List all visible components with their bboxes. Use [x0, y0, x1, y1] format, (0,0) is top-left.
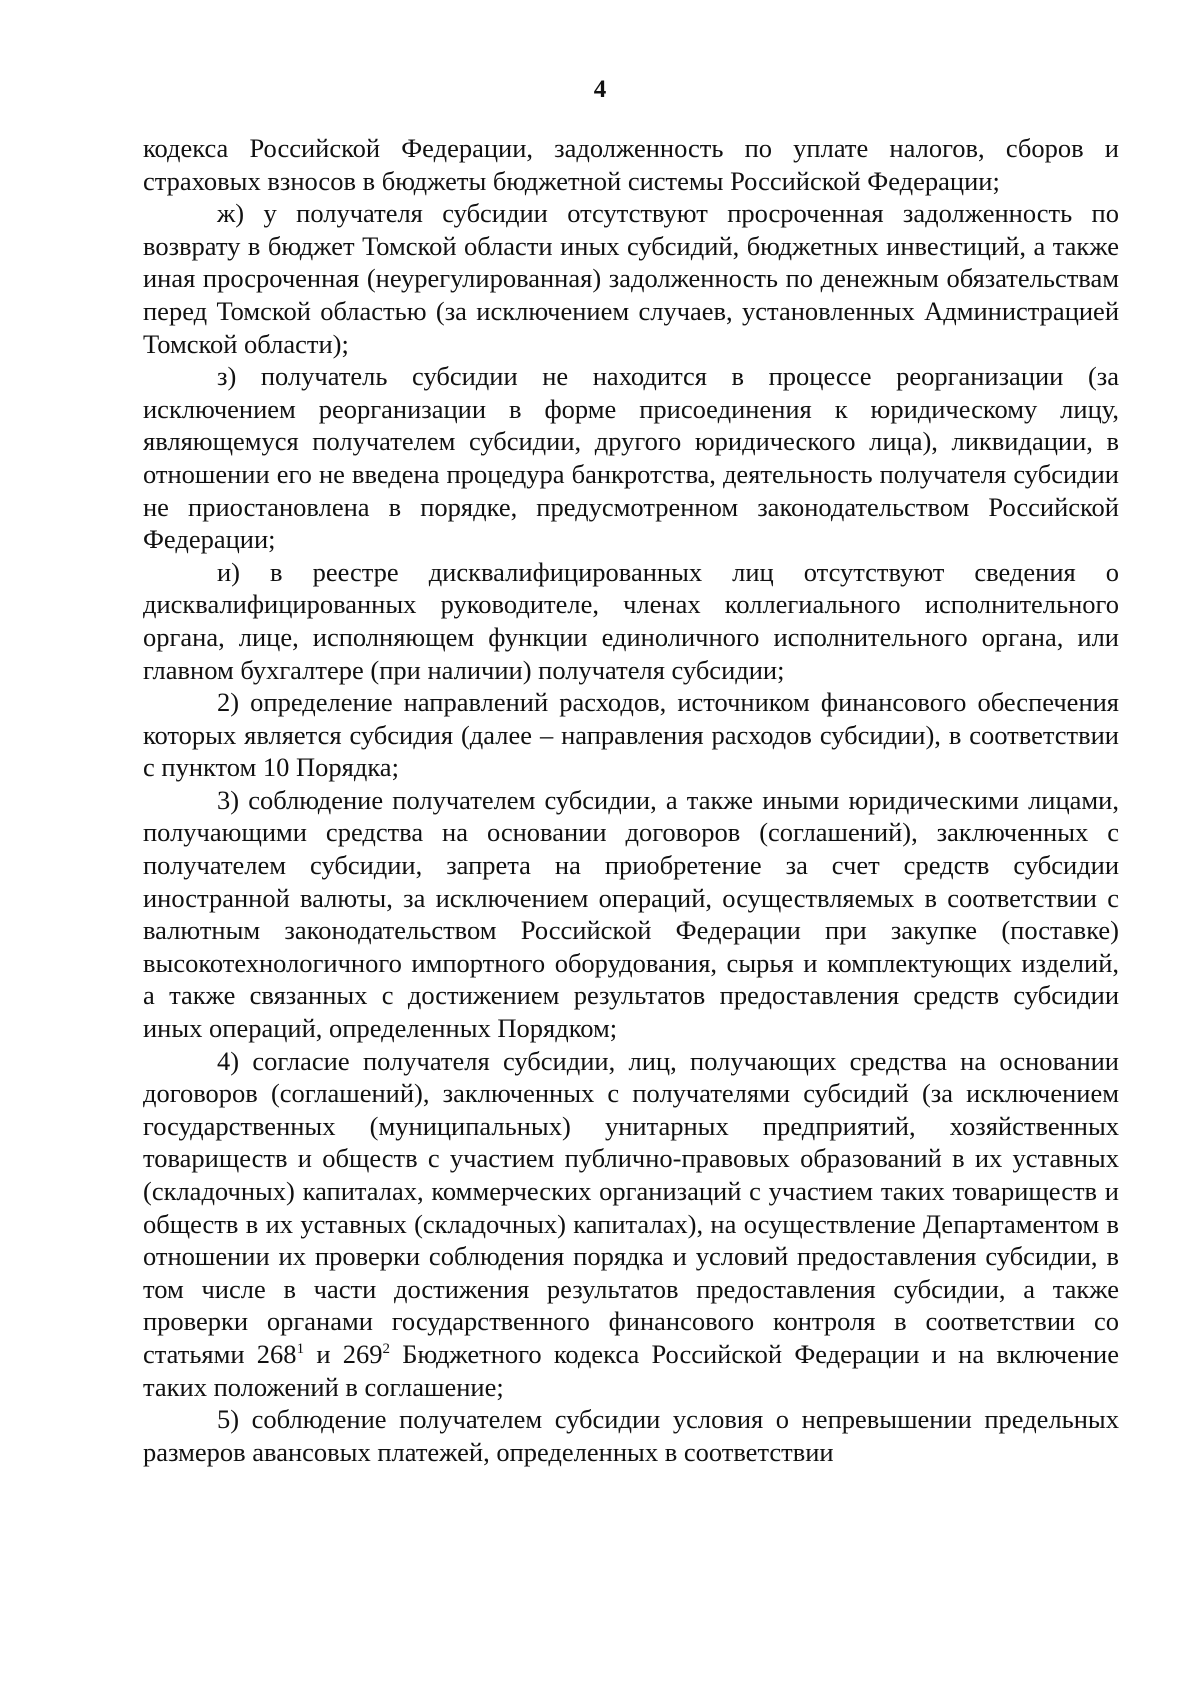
paragraph-continuation: кодекса Российской Федерации, задолженность по уплате налогов, сборов и страховых взносов в бюджеты бюджетной системы Российской Федерации;: [143, 133, 1119, 196]
document-body: [143, 132, 1119, 1468]
paragraph-item-z: з) получатель субсидии не находится в процессе реорганизации (за исключением реорганизации в форме присоединения к юридическому лицу, являющемуся получателем субсидии, другого юридического лица), ликвидации, в отношении его не введена процедура банкротства, деятельность получателя субсидии не приостановлена в порядке, предусмотренном законодательством Российской Федерации;: [143, 361, 1119, 555]
paragraph-item-4-text-middle: и 269: [304, 1338, 383, 1369]
page-number: 4: [593, 76, 607, 103]
paragraph-item-i: и) в реестре дисквалифицированных лиц отсутствуют сведения о дисквалифицированных руководителе, членах коллегиального исполнительного органа, лице, исполняющем функции единоличного исполнительного органа, или главном бухгалтере (при наличии) получателя субсидии;: [143, 556, 1119, 685]
paragraph-item-zh: ж) у получателя субсидии отсутствуют просроченная задолженность по возврату в бюджет Томской области иных субсидий, бюджетных инвестиций, а также иная просроченная (неурегулированная) задолженность по денежным обязательствам перед Томской областью (за исключением случаев, установленных Администрацией Томской области);: [143, 198, 1119, 359]
paragraph-item-5: 5) соблюдение получателем субсидии условия о непревышении предельных размеров авансовых платежей, определенных в соответствии: [143, 1404, 1119, 1467]
paragraph-item-4: [143, 1045, 1119, 1404]
superscript-2: 2: [382, 1341, 391, 1358]
paragraph-item-3: 3) соблюдение получателем субсидии, а также иными юридическими лицами, получающими средства на основании договоров (соглашений), заключенных с получателем субсидии, запрета на приобретение за счет средств субсидии иностранной валюты, за исключением операций, осуществляемых в соответствии с валютным законодательством Российской Федерации при закупке (поставке) высокотехнологичного импортного оборудования, сырья и комплектующих изделий, а также связанных с достижением результатов предоставления средств субсидии иных операций, определенных Порядком;: [143, 784, 1119, 1044]
paragraph-item-4-text-after: Бюджетного кодекса Российской Федерации и на включение таких положений в соглашение;: [143, 1338, 1119, 1402]
superscript-1: 1: [296, 1341, 305, 1358]
paragraph-item-2: 2) определение направлений расходов, источником финансового обеспечения которых является субсидия (далее – направления расходов субсидии), в соответствии с пунктом 10 Порядка;: [143, 687, 1119, 783]
paragraph-item-4-text-before: 4) согласие получателя субсидии, лиц, получающих средства на основании договоров (соглашений), заключенных с получателями субсидий (за исключением государственных (муниципальных) унитарных предприятий, хозяйственных товариществ и обществ с участием публично-правовых образований в их уставных (складочных) капиталах, коммерческих организаций с участием таких товариществ и обществ в их уставных (складочных) капиталах), на осуществление Департаментом в отношении их проверки соблюдения порядка и условий предоставления субсидии, в том числе в части достижения результатов предоставления субсидии, а также проверки органами государственного финансового контроля в соответствии со статьями 268: [143, 1045, 1119, 1369]
